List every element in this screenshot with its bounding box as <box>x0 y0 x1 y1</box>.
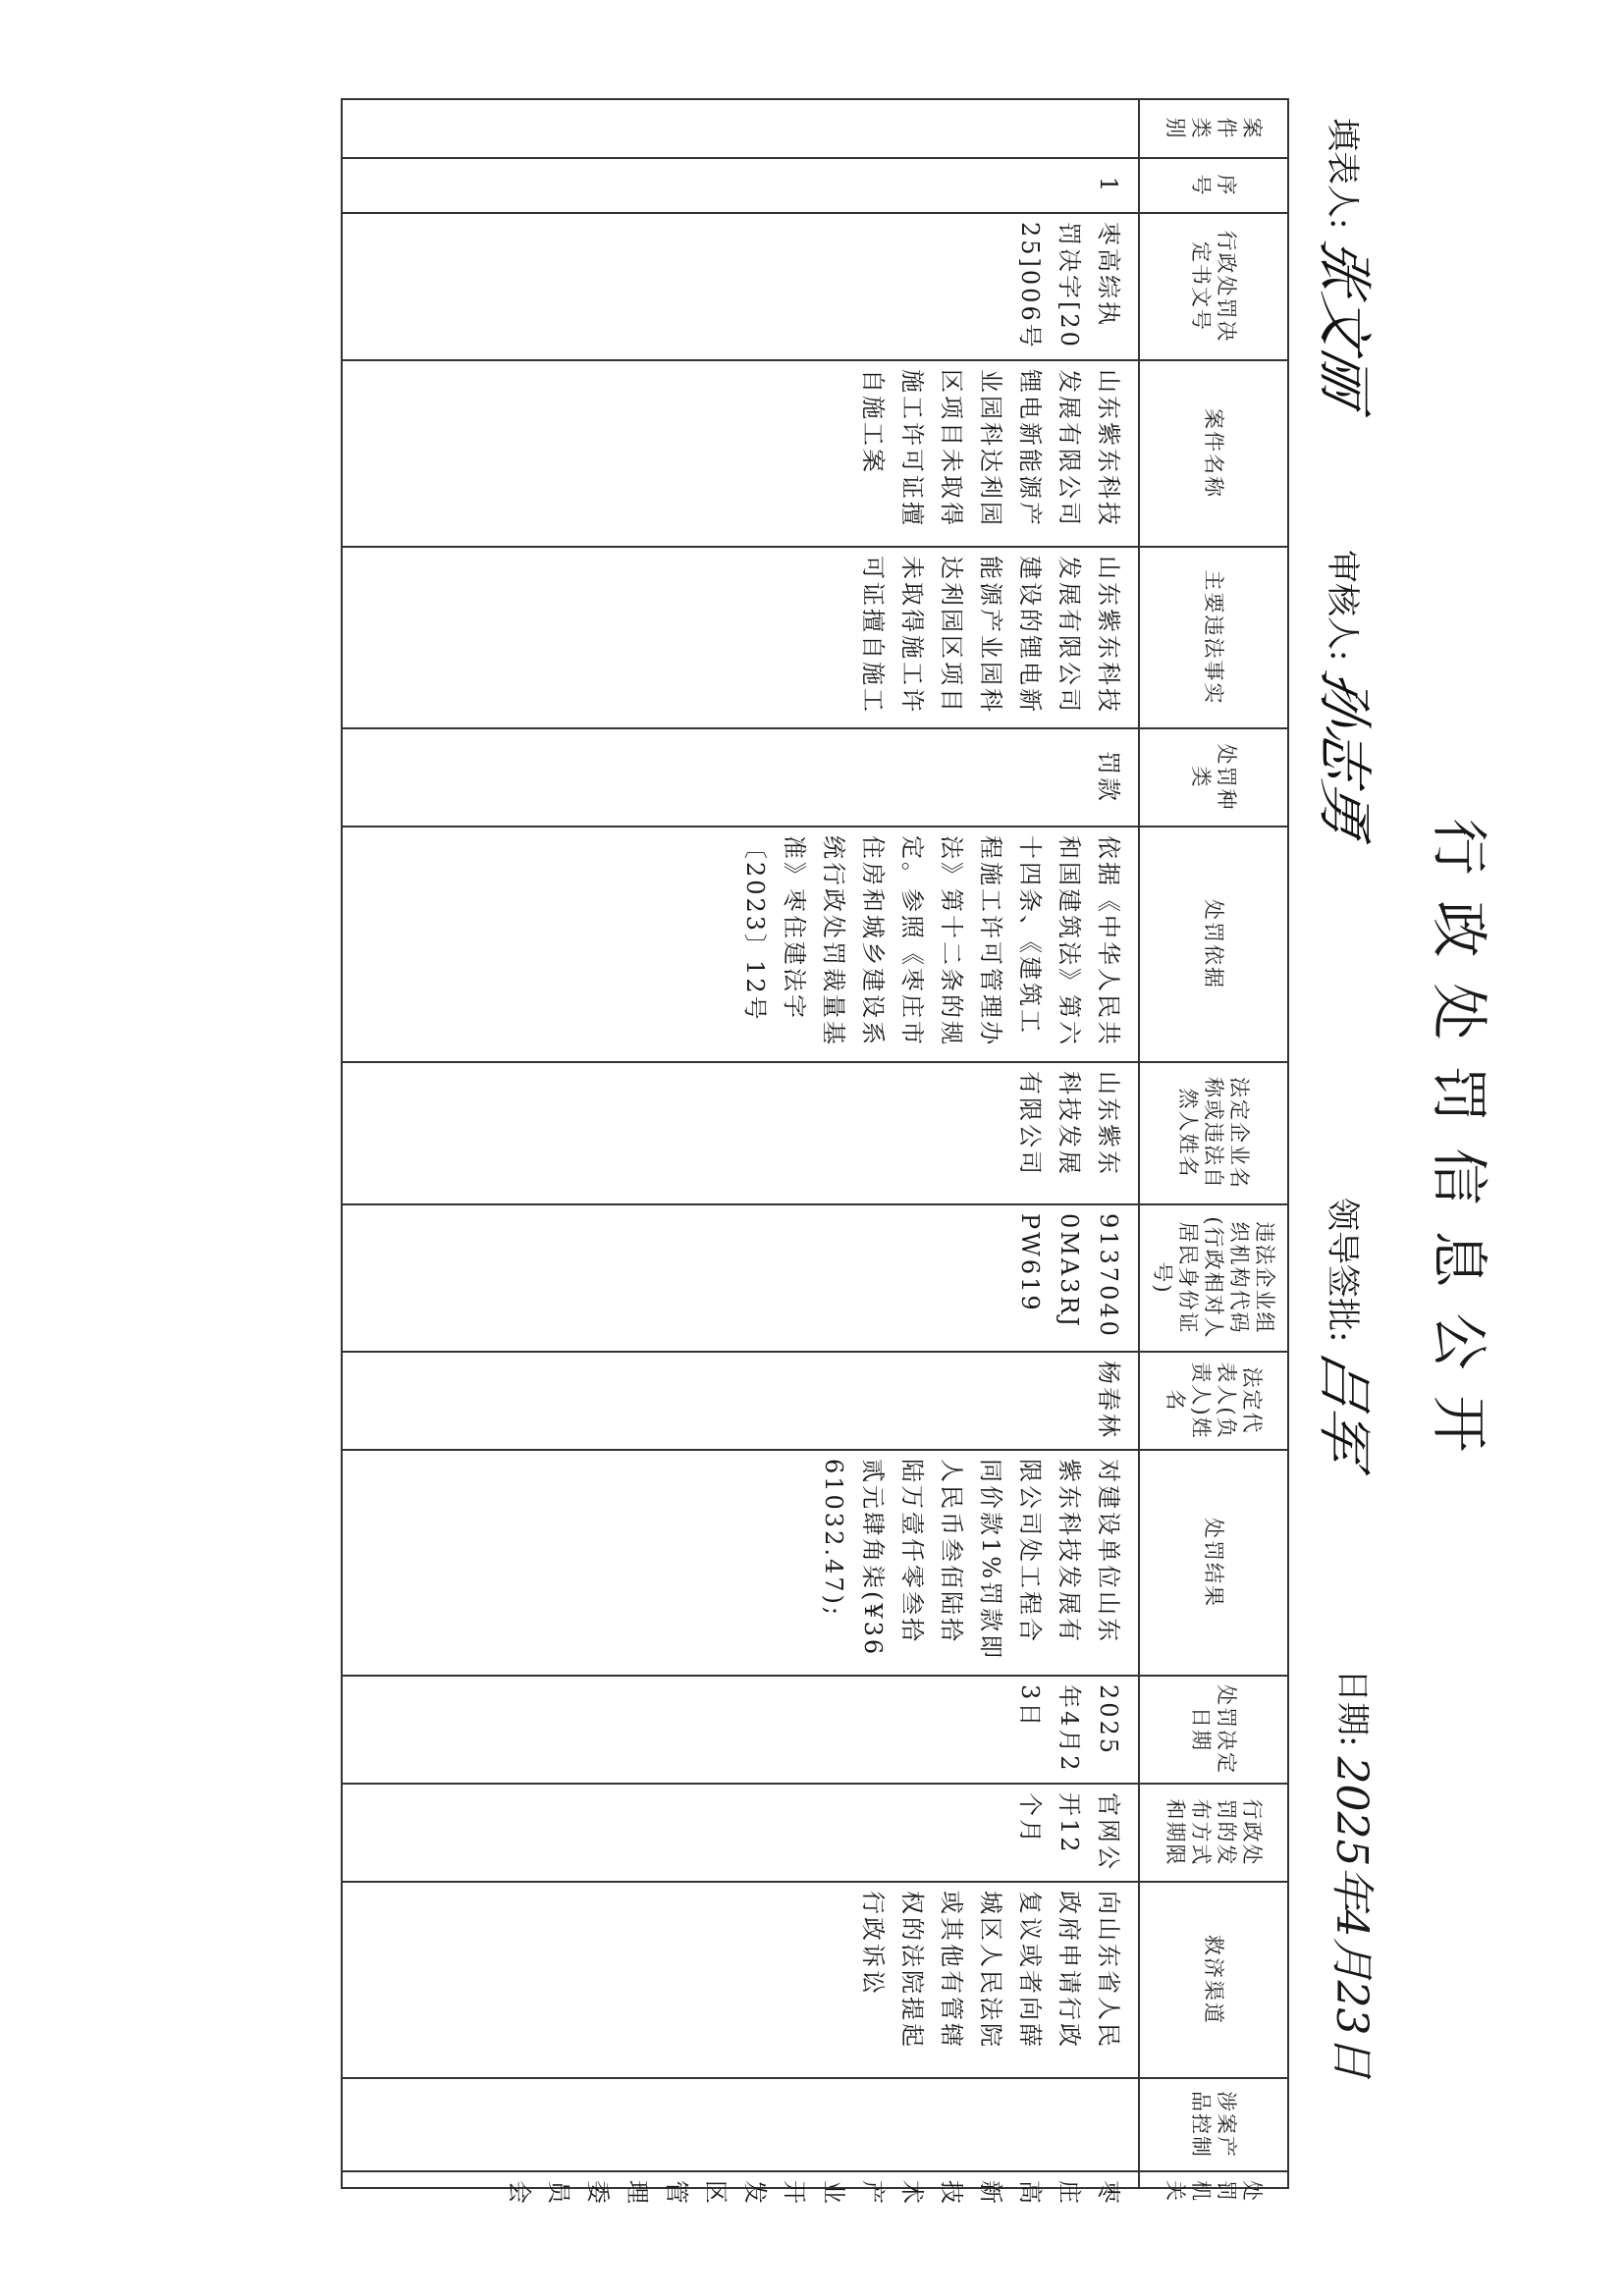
date-label: 日期: <box>1332 1669 1372 1747</box>
leader-label: 领导签批: <box>1323 1198 1362 1343</box>
col-header: 序号 <box>1139 158 1288 213</box>
filler-field <box>1309 118 1387 412</box>
cell-result: 对建设单位山东紫东科技发展有限公司处工程合同价款1%罚款即人民币叁佰陆拾陆万壹仟零叁拾贰元肆角柒(¥3661032.47); <box>342 1450 1139 1676</box>
cell-rep: 杨春林 <box>342 1352 1139 1450</box>
col-header: 案件名称 <box>1139 360 1288 547</box>
col-header: 主要违法事实 <box>1139 547 1288 728</box>
reviewer-label: 审核人: <box>1323 550 1362 662</box>
cell-case-name: 山东紫东科技发展有限公司锂电新能源产业园科达利园区项目未取得施工许可证擅自施工案 <box>342 360 1139 547</box>
col-header: 案件类别 <box>1139 99 1288 158</box>
table-header-row <box>1139 99 1288 2188</box>
table-row <box>342 99 1139 2188</box>
col-header: 处罚决定日期 <box>1139 1676 1288 1784</box>
date-value: 2025年4月23日 <box>1326 1756 1377 2079</box>
leader-signature: 吕军 <box>1312 1346 1376 1470</box>
cell-entity: 山东紫东科技发展有限公司 <box>342 1062 1139 1204</box>
cell-penalty-type: 罚款 <box>342 728 1139 827</box>
page-title: 行政处罚信息公开 <box>1426 818 1492 1478</box>
cell-remedy: 向山东省人民政府申请行政复议或者向薛城区人民法院或其他有管辖权的法院提起行政诉讼 <box>342 1882 1139 2078</box>
reviewer-field <box>1309 550 1387 844</box>
cell-facts: 山东紫东科技发展有限公司建设的锂电新能源产业园科达利园区项目未取得施工许可证擅自施工 <box>342 547 1139 728</box>
cell-date: 2025年4月23日 <box>342 1676 1139 1784</box>
filler-signature: 张文丽 <box>1312 233 1376 412</box>
col-header: 处罚依据 <box>1139 827 1288 1062</box>
cell-publish: 官网公开12个月 <box>342 1784 1139 1882</box>
col-header: 处罚机关 <box>1139 2171 1288 2188</box>
cell-basis: 依据《中华人民共和国建筑法》第六十四条、《建筑工程施工许可管理办法》第十二条的规定。参照《枣庄市住房和城乡建设系统行政处罚裁量基准》枣住建法字〔2023〕12号 <box>342 827 1139 1062</box>
leader-field <box>1309 1198 1387 1470</box>
col-header: 处罚结果 <box>1139 1450 1288 1676</box>
col-header: 法定代表人(负责人)姓名 <box>1139 1352 1288 1450</box>
cell-code: 91370400MA3RJPW619 <box>342 1204 1139 1352</box>
col-header: 行政处罚决定书文号 <box>1139 213 1288 360</box>
penalty-table <box>341 98 1289 2207</box>
cell-control <box>342 2078 1139 2171</box>
col-header: 涉案产品控制 <box>1139 2078 1288 2171</box>
col-header: 救济渠道 <box>1139 1882 1288 2078</box>
col-header: 违法企业组织机构代码(行政相对人居民身份证号) <box>1139 1204 1288 1352</box>
col-header: 行政处罚的发布方式和期限 <box>1139 1784 1288 1882</box>
date-field <box>1325 1669 1387 2078</box>
filler-label: 填表人: <box>1323 118 1362 230</box>
cell-authority: 枣庄高新技术产业开发区管理委员会 <box>342 2171 1139 2188</box>
cell-category <box>342 99 1139 158</box>
cell-seq: 1 <box>342 158 1139 213</box>
col-header: 法定企业名称或违法自然人姓名 <box>1139 1062 1288 1204</box>
reviewer-signature: 孙志勇 <box>1312 665 1376 844</box>
col-header: 处罚种类 <box>1139 728 1288 827</box>
cell-doc-no: 枣高综执罚决字[2025]006号 <box>342 213 1139 360</box>
